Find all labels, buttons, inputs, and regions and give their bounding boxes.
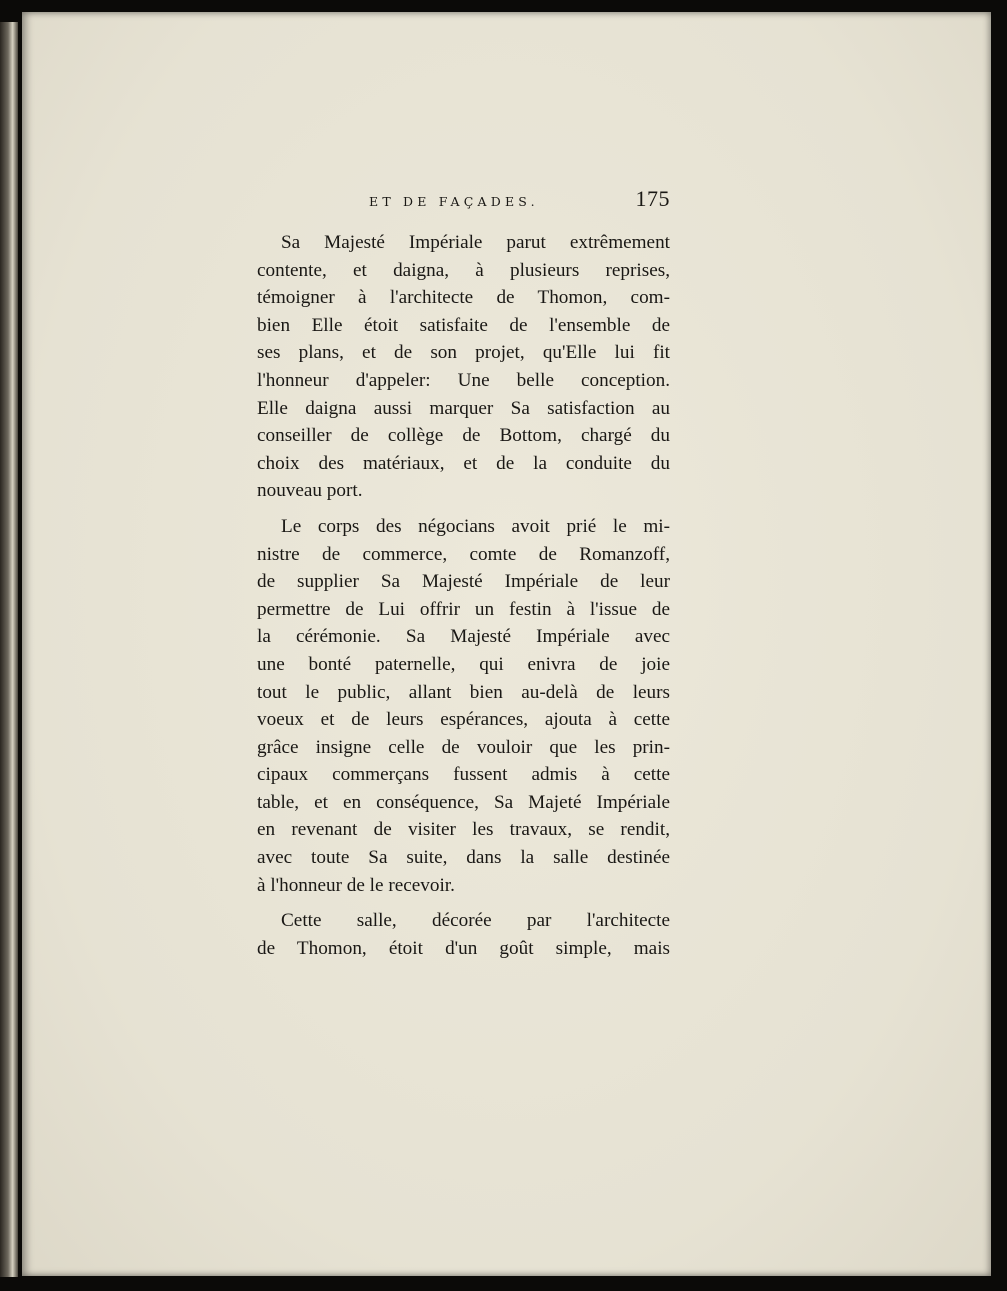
- text-line: contente, et daigna, à plusieurs reprises,: [257, 259, 670, 281]
- paragraph-gap: [257, 505, 670, 513]
- text-line: Elle daigna aussi marquer Sa satisfaction au: [257, 397, 670, 419]
- text-line: de Thomon, étoit d'un goût simple, mais: [257, 937, 670, 959]
- text-line: nouveau port.: [257, 480, 363, 502]
- paragraph-gap: [257, 899, 670, 907]
- text-line: témoigner à l'architecte de Thomon, com-: [257, 287, 670, 309]
- text-line: Cette salle, décorée par l'architecte: [281, 910, 670, 932]
- paragraph-2: [257, 513, 670, 899]
- paragraph-1: [257, 229, 670, 505]
- text-line: la cérémonie. Sa Majesté Impériale avec: [257, 626, 670, 648]
- text-line: cipaux commerçans fussent admis à cette: [257, 764, 670, 786]
- previous-page-edge: [0, 22, 18, 1277]
- text-line: choix des matériaux, et de la conduite du: [257, 452, 670, 474]
- text-line: Sa Majesté Impériale parut extrêmement: [281, 232, 670, 253]
- running-title: ET DE FAÇADES.: [369, 194, 539, 209]
- paragraph-3: [257, 907, 670, 962]
- text-line: en revenant de visiter les travaux, se rendit,: [257, 819, 670, 841]
- text-line: une bonté paternelle, qui enivra de joie: [257, 653, 670, 675]
- running-head: [257, 188, 672, 218]
- text-line: l'honneur d'appeler: Une belle conception.: [257, 369, 670, 391]
- text-line: de supplier Sa Majesté Impériale de leur: [257, 571, 670, 593]
- text-line: bien Elle étoit satisfaite de l'ensemble de: [257, 314, 670, 336]
- text-line: nistre de commerce, comte de Romanzoff,: [257, 543, 670, 565]
- text-line: avec toute Sa suite, dans la salle destinée: [257, 847, 670, 869]
- text-line: grâce insigne celle de vouloir que les prin-: [257, 736, 670, 758]
- text-line: conseiller de collège de Bottom, chargé du: [257, 425, 670, 447]
- text-line: table, et en conséquence, Sa Majeté Impériale: [257, 791, 670, 813]
- text-line: permettre de Lui offrir un festin à l'issue de: [257, 598, 670, 620]
- scan-border: [991, 0, 1007, 1291]
- text-line: Le corps des négocians avoit prié le mi-: [281, 515, 670, 537]
- body-text: [257, 229, 670, 962]
- text-line: tout le public, allant bien au-delà de leurs: [257, 681, 670, 703]
- text-line: voeux et de leurs espérances, ajouta à cette: [257, 709, 670, 731]
- page-number: 175: [635, 186, 670, 211]
- text-line: à l'honneur de le recevoir.: [257, 874, 455, 896]
- text-line: ses plans, et de son projet, qu'Elle lui fit: [257, 342, 670, 364]
